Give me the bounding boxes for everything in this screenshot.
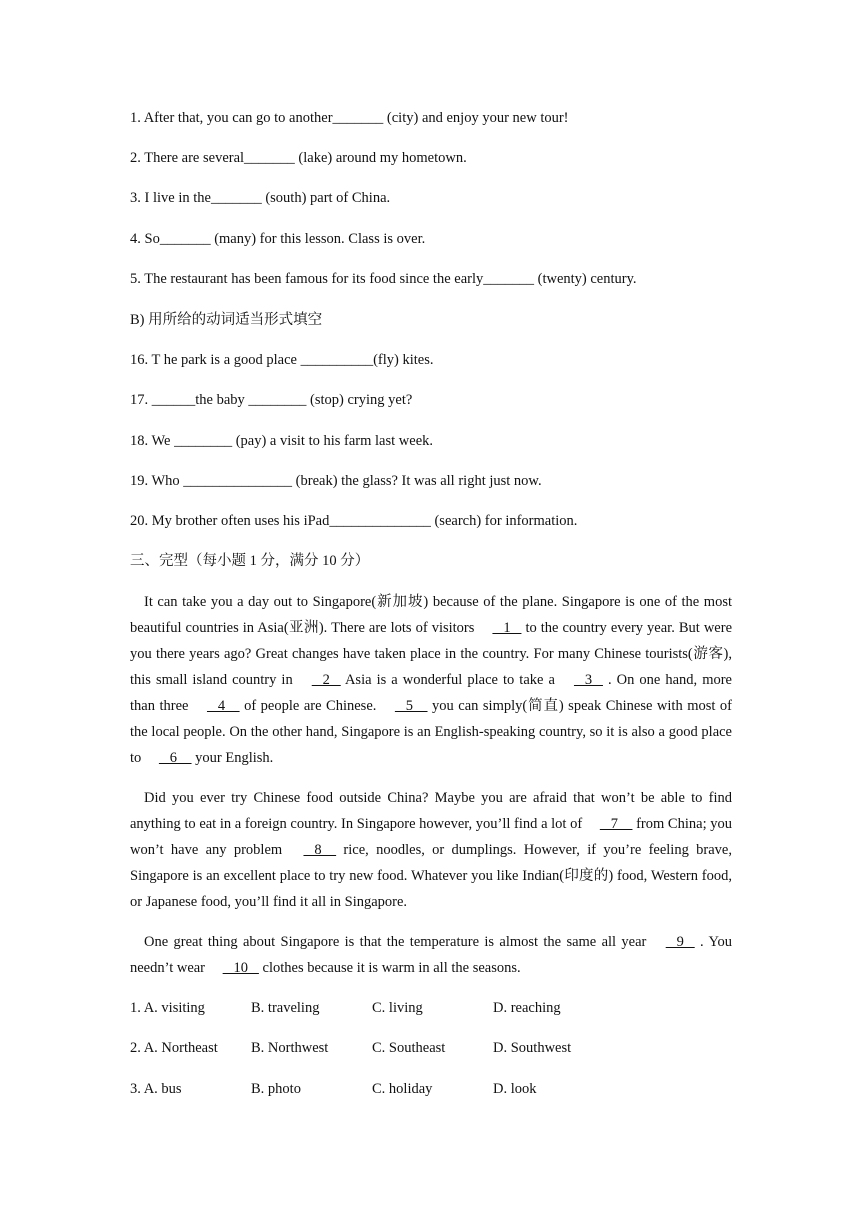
passage-text: . You needn’t wear [130, 934, 732, 976]
blank-7: 7 [599, 816, 633, 832]
question-b17: 17. ______the baby ________ (stop) crying yet? [130, 392, 413, 408]
option-2c: C. Southeast [372, 1040, 446, 1056]
question-a2: 2. There are several_______ (lake) around my hometown. [130, 150, 467, 166]
options-row-1 [130, 998, 732, 1018]
blank-3: 3 [573, 672, 603, 688]
question-b19: 19. Who _______________ (break) the glass? It was all right just now. [130, 473, 542, 489]
passage-text: your English. [191, 750, 274, 766]
question-b16: 16. T he park is a good place __________(fly) kites. [130, 352, 434, 368]
option-2d: D. Southwest [493, 1040, 572, 1056]
option-1c: C. living [372, 1000, 423, 1016]
passage-text: clothes because it is warm in all the seasons. [258, 960, 521, 976]
passage-text: rice, noodles, or dumplings. However, if you’re feeling brave, Singapore is an excellent place to try new food. Whatever you like Indian(印度的) food, Western food, or Japanese food, you’ll find it all in Singapore. [130, 842, 732, 910]
blank-9: 9 [665, 934, 695, 950]
passage-text: It can take you a day out to Singapore(新加坡) because of the plane. Singapore is one of the most beautiful countries in Asia(亚洲). There are lots of visitors [130, 594, 732, 636]
question-a5: 5. The restaurant has been famous for its food since the early_______ (twenty) century. [130, 271, 637, 287]
passage-paragraph-3 [130, 929, 732, 981]
passage-text: . On one hand, more than three [130, 672, 732, 714]
question-b20: 20. My brother often uses his iPad______________ (search) for information. [130, 513, 578, 529]
blank-1: 1 [492, 620, 522, 636]
option-3d: D. look [493, 1081, 537, 1097]
option-1a: 1. A. visiting [130, 1000, 205, 1016]
passage-text: One great thing about Singapore is that the temperature is almost the same all year [144, 934, 652, 950]
passage-text: Did you ever try Chinese food outside China? Maybe you are afraid that won’t be able to find anything to eat in a foreign country. In Singapore however, you’ll find a lot of [130, 790, 732, 832]
blank-4: 4 [206, 698, 240, 714]
passage-text: of people are Chinese. [239, 698, 381, 714]
question-b18: 18. We ________ (pay) a visit to his farm last week. [130, 433, 434, 449]
option-2a: 2. A. Northeast [130, 1040, 218, 1056]
option-1b: B. traveling [251, 1000, 320, 1016]
options-row-3 [130, 1079, 732, 1099]
passage-paragraph-2 [130, 785, 732, 915]
passage-text: to the country every year. But were you there years ago? Great changes have taken place in the country. For many Chinese tourists(游客), this small island country in [130, 620, 732, 688]
blank-8: 8 [303, 842, 337, 858]
passage-text: you can simply(简直) speak Chinese with most of the local people. On the other hand, Singapore is an English-speaking country, so it is also a good place to [130, 698, 732, 766]
blank-6: 6 [158, 750, 192, 766]
passage-text: from China; you won’t have any problem [130, 816, 732, 858]
option-1d: D. reaching [493, 1000, 561, 1016]
question-a3: 3. I live in the_______ (south) part of China. [130, 190, 391, 206]
blank-5: 5 [394, 698, 428, 714]
section-three-heading: 三、完型（每小题 1 分，满分 10 分） [130, 553, 370, 569]
blank-10: 10 [222, 960, 259, 976]
question-a4: 4. So_______ (many) for this lesson. Class is over. [130, 231, 426, 247]
passage-text: Asia is a wonderful place to take a [340, 672, 560, 688]
passage-paragraph-1 [130, 589, 732, 771]
option-3b: B. photo [251, 1081, 301, 1097]
question-a1: 1. After that, you can go to another_______ (city) and enjoy your new tour! [130, 110, 569, 126]
section-b-heading: B) 用所给的动词适当形式填空 [130, 312, 323, 328]
options-row-2 [130, 1038, 732, 1058]
option-3c: C. holiday [372, 1081, 433, 1097]
option-2b: B. Northwest [251, 1040, 329, 1056]
blank-2: 2 [311, 672, 341, 688]
option-3a: 3. A. bus [130, 1081, 182, 1097]
